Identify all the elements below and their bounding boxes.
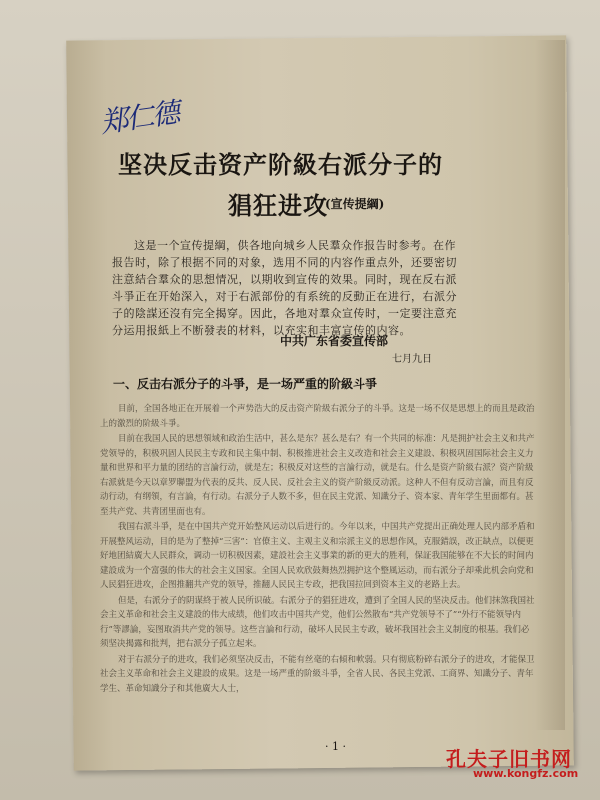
body-paragraph: 目前，全国各地正在开展着一个声势浩大的反击资产阶級右派分子的斗爭。这是一场不仅是思想上的而且是政治上的激烈的阶級斗爭。	[100, 404, 535, 429]
handwritten-signature: 郑仁德	[98, 95, 181, 140]
section-heading: 一、反击右派分子的斗爭，是一场严重的阶級斗爭	[113, 377, 378, 391]
issuing-department: 中共广东省委宣传部	[280, 334, 389, 348]
body-paragraph: 但是，右派分子的阴谋終于被人民所识破。右派分子的猖狂进攻，遭到了全国人民的坚决反击。他们抹煞我国社会主义革命和社会主义建設的伟大成绩，他们攻击中国共产党，他们公然散布“共产党领导不了”“外行不能领导内行”等謬論，妄图取消共产党的领导。这些言論和行动，破坏人民民主专政，破坏我国社会主义制度的根基。我们必须坚决揭露和批判，把右派分子孤立起来。	[100, 595, 535, 649]
body-paragraph: 目前在我国人民的思想領域和政治生活中，甚么是东？甚么是右？有一个共同的标准：凡是拥护社会主义和共产党领导的，积极巩固人民民主专政和民主集中制、积极推进社会主义改造和社会主义建設、积极巩固国际社会主义力量和世界和平力量的团结的言論行动，就是左；积极反对这些的言論行动，就是右。什么是资产阶級右派？资产阶級右派就是今天以章罗聯盟为代表的反共、反人民、反社会主义的资产阶級反动派。这种人不但有反动言論，而且有反动行动，有纲領，有言論，有行动。右派分子人数不多，但在民主党派、知識分子、资本家、青年学生里面都有。甚至共产党、共青团里面也有。	[100, 434, 535, 517]
page-stack-edge	[535, 40, 565, 730]
page-number: · 1 ·	[325, 740, 346, 753]
body-paragraph: 我国右派斗爭，是在中国共产党开始整风运动以后进行的。今年以来，中国共产党提出正确处理人民内部矛盾和开展整风运动，目的是为了整掉“三害”：官僚主义、主观主义和宗派主义的思想作风，克服錯誤，改正缺点，以便更好地团結廣大人民群众，调动一切积极因素，建設社会主义事業的新的更大的胜利，保証我国能够在不大长的时间内建設成为一个富强的伟大的社会主义国家。全国人民欢欣鼓舞热烈拥护这个整風运动，而右派分子却乘此机会向党和人民猖狂进攻，企图推翻共产党的领导，推翻人民民主专政，把我国拉回到资本主义的老路上去。	[100, 522, 535, 590]
issue-date: 七月九日	[392, 354, 432, 365]
watermark-logo: 孔夫子旧书网	[446, 747, 572, 771]
body-paragraph: 对于右派分子的进攻，我们必须坚决反击，不能有丝毫的右傾和軟弱。只有彻底粉碎右派分子的进攻，才能保卫社会主义革命和社会主义建設的成果。这是一场严重的阶級斗爭，全省人民、各民主党派、工商界、知識分子、青年学生、革命知識分子和其他廣大人士，	[100, 654, 535, 694]
intro-paragraph: 这是一个宣传提綱，供各地向城乡人民羣众作报告时参考。在作报告时，除了根据不同的对象，选用不同的内容作重点外，还要密切注意結合羣众的思想情况，以期收到宣传的效果。同时，现在反右派斗爭正在开始深入，对于右派部份的有系统的反動正在进行，右派分子的陰謀还沒有完全揭穿。因此，各地对羣众宣传时，一定要注意充分运用报紙上不断發表的材料，以充实和丰富宣传的内容。	[112, 239, 457, 337]
document-title-line-2: 猖狂进攻	[228, 191, 328, 220]
body-text	[100, 402, 535, 697]
document-subtitle: (宣传提綱)	[325, 197, 385, 211]
watermark-url: www.kongfz.com	[473, 767, 579, 780]
document-title-line-1: 坚决反击资产阶級右派分子的	[118, 150, 443, 179]
